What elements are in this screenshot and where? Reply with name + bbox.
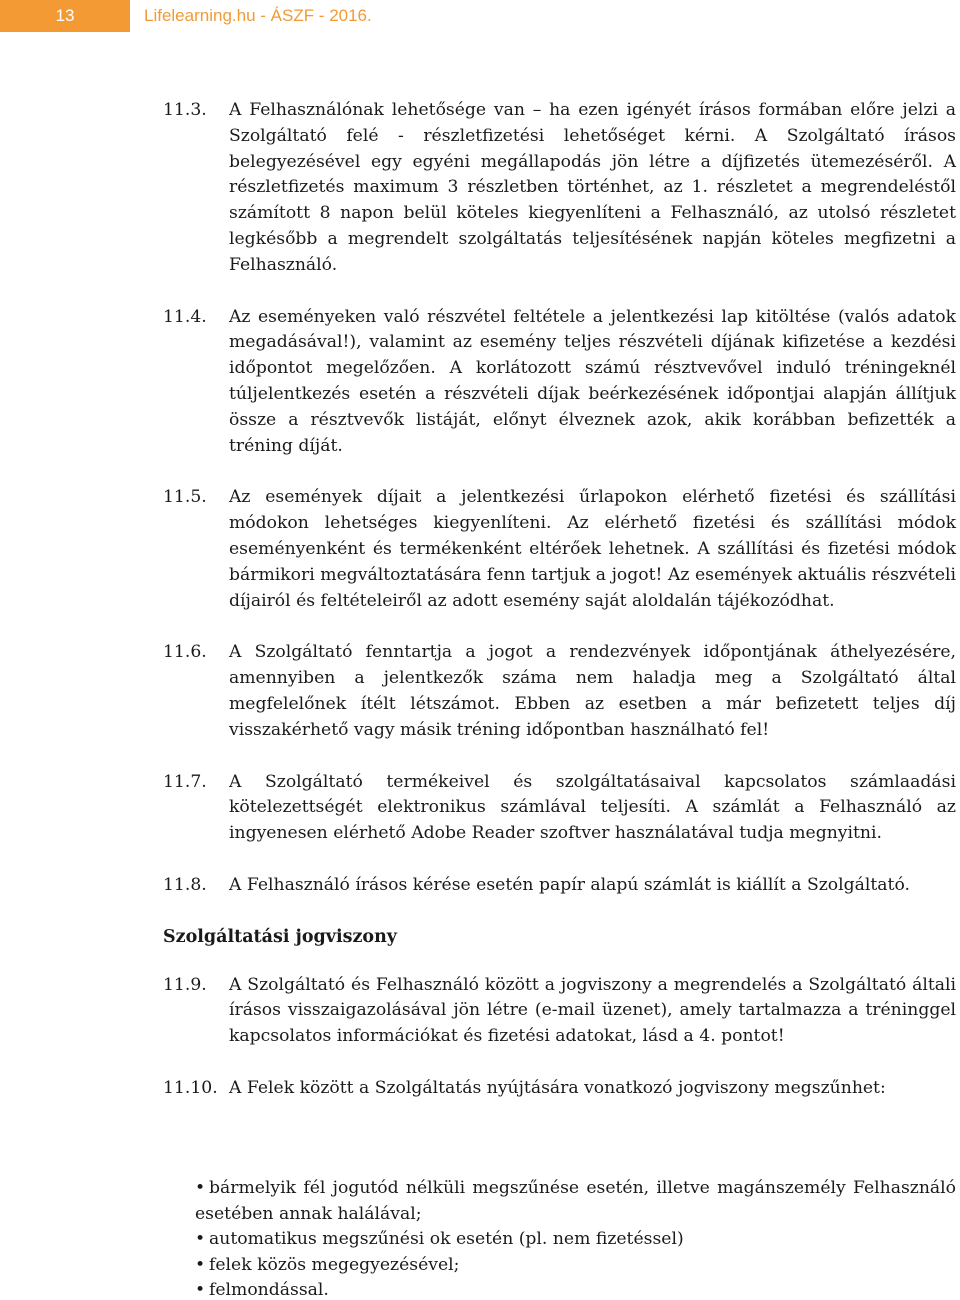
clause-text: A Szolgáltató és Felhasználó között a jogviszony a megrendelés a Szolgáltató általi írásos visszaigazolásával jön létre (e-mail üzenet), amely tartalmazza a tréninggel kapcsolatos információkat és fizetési adatokat, lásd a 4. pontot! [229,974,956,1047]
clause-number: 11.3. [163,100,207,120]
clause-text: Az események díjait a jelentkezési űrlapokon elérhető fizetési és szállítási módokon lehetséges kiegyenlíteni. Az elérhető fizetési és szállítási módok eseményenként és termékenként eltérőek lehetnek. A szállítási és fizetési módok bármikori megváltoztatására fenn tartjuk a jogot! Az események aktuális részvételi díjairól és feltételeiről az adott esemény saját aloldalán tájékozódhat. [229,487,956,611]
clause-11-3 [163,98,956,279]
list-item [195,1176,956,1227]
list-item-text: felmondással. [209,1280,329,1300]
list-item-text: felek közös megegyezésével; [209,1254,460,1275]
clause-number: 11.4. [163,306,207,327]
clause-text: A Felek között a Szolgáltatás nyújtására vonatkozó jogviszony megszűnhet: [229,1077,886,1098]
clause-text: A Szolgáltató termékeivel és szolgáltatásaival kapcsolatos számlaadási kötelezettségét elektronikus számlával teljesíti. A számlát a Felhasználó az ingyenesen elérhető Adobe Reader szoftver használatával tudja megnyitni. [229,771,956,844]
clause-number: 11.5. [163,487,207,508]
clause-text: A Felhasználó írásos kérése esetén papír alapú számlát is kiállít a Szolgáltató. [229,874,910,895]
clause-number: 11.10. [163,1077,218,1098]
section-heading: Szolgáltatási jogviszony [163,926,397,947]
clause-11-4 [163,305,956,460]
list-item [195,1253,956,1279]
list-item-text: automatikus megszűnési ok esetén (pl. nem fizetéssel) [209,1229,684,1250]
clause-number: 11.8. [163,874,207,895]
clause-11-7 [163,770,956,847]
document-body [163,98,956,1102]
clause-number: 11.9. [163,974,207,995]
page-header [0,0,960,32]
page-number: 13 [0,0,130,32]
bullet-icon: • [195,1280,206,1300]
clause-number: 11.7. [163,771,207,792]
clause-11-8 [163,873,956,899]
clause-text: A Felhasználónak lehetősége van – ha ezen igényét írásos formában előre jelzi a Szolgáltató felé - részletfizetési lehetőséget kérni. A Szolgáltató írásos belegyezésével egy egyéni megállapodás jön létre a díjfizetés ütemezéséről. A részletfizetés maximum 3 részletben történhet, az 1. részletet a megrendeléstől számított 8 napon belül köteles kiegyenlíteni a Felhasználó, az utolsó részletet legkésőbb a megrendelt szolgáltatás teljesítésének napján köteles megfizetni a Felhasználó. [229,100,956,275]
clause-number: 11.6. [163,642,207,663]
bullet-icon: • [195,1229,206,1250]
clause-11-10 [163,1076,956,1102]
bullet-icon: • [195,1178,206,1198]
list-item-text: bármelyik fél jogutód nélküli megszűnése esetén, illetve magánszemély Felhasználó esetében annak halálával; [195,1178,956,1224]
clause-text: A Szolgáltató fenntartja a jogot a rendezvények időpontjának áthelyezésére, amennyiben a jelentkezők száma nem haladja meg a Szolgáltató által megfelelőnek ítélt létszámot. Ebben az esetben a már befizetett teljes díj visszakérhető vagy másik tréning időpontban használható fel! [229,642,956,740]
list-item [195,1278,956,1300]
list-item [195,1227,956,1253]
bullet-icon: • [195,1254,206,1275]
termination-list [195,1176,956,1300]
clause-11-5 [163,485,956,614]
clause-text: Az eseményeken való részvétel feltétele a jelentkezési lap kitöltése (valós adatok megadásával!), valamint az esemény teljes részvételi díjának kifizetése a kezdési időpontot megelőzően. A korlátozott számú résztvevővel induló tréningeknél túljelentkezés esetén a részvételi díjak beérkezésének időpontjai alapján állítjuk össze a résztvevők listáját, előnyt élveznek azok, akik korábban befizették a tréning díját. [229,306,956,456]
clause-11-6 [163,640,956,743]
clause-11-9 [163,973,956,1050]
header-title: Lifelearning.hu - ÁSZF - 2016. [144,6,372,25]
